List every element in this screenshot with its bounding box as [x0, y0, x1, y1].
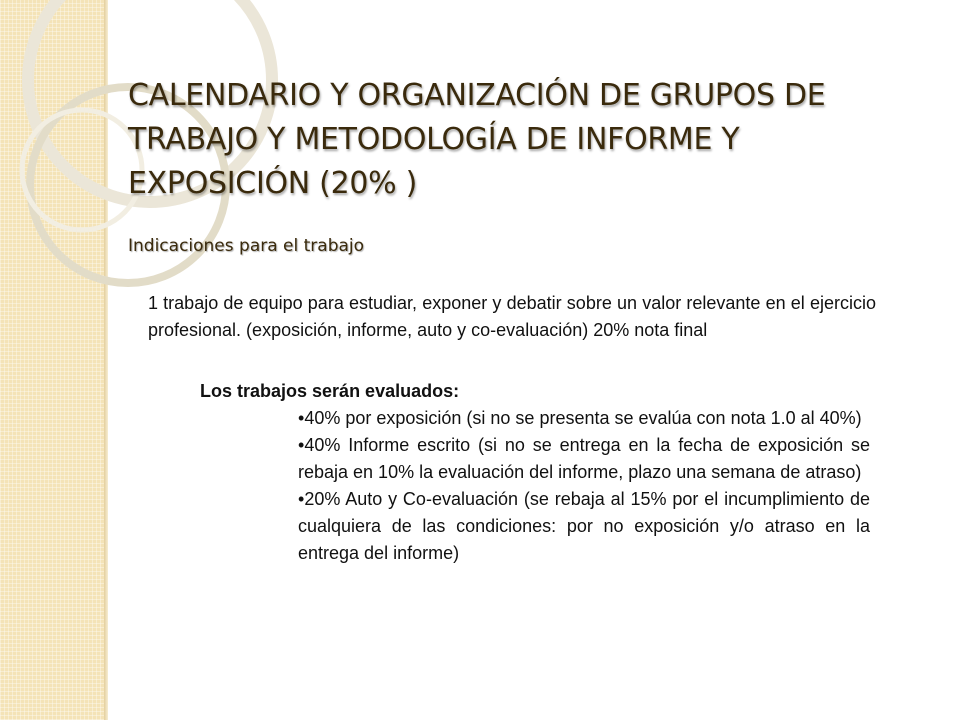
criteria-item-informe: • 40% Informe escrito (si no se entrega en la fecha de exposición se rebaja en 10% la evaluación del informe, plazo una semana de atraso) — [298, 432, 870, 486]
evaluation-criteria-list — [298, 405, 870, 567]
slide-title: CALENDARIO Y ORGANIZACIÓN DE GRUPOS DE TRABAJO Y METODOLOGÍA DE INFORME Y EXPOSICIÓN (20% ) — [128, 78, 826, 201]
decor-circle-small — [22, 110, 142, 230]
slide-subtitle: Indicaciones para el trabajo — [128, 236, 365, 256]
intro-paragraph: 1 trabajo de equipo para estudiar, exponer y debatir sobre un valor relevante en el ejercicio profesional. (exposición, informe, auto y co-evaluación) 20% nota final — [148, 293, 876, 340]
evaluation-heading: Los trabajos serán evaluados: — [200, 381, 460, 401]
criteria-item-coevaluacion: • 20% Auto y Co-evaluación (se rebaja al 15% por el incumplimiento de cualquiera de las condiciones: por no exposición y/o atraso en la entrega del informe) — [298, 486, 870, 567]
criteria-item-exposicion: • 40% por exposición (si no se presenta se evalúa con nota 1.0 al 40%) — [298, 405, 870, 432]
